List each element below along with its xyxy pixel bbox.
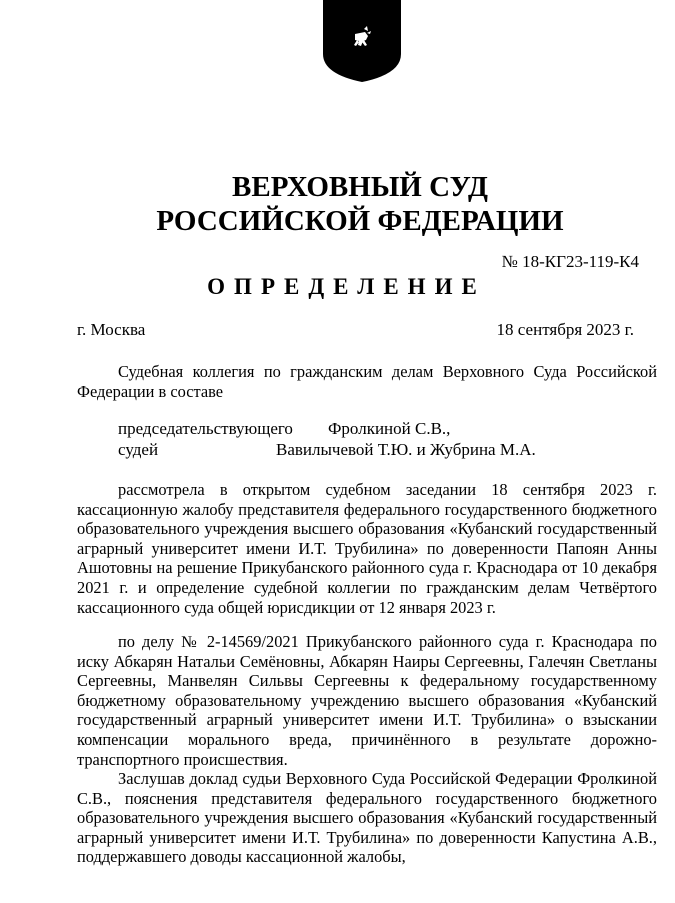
decision-date: 18 сентября 2023 г. xyxy=(496,320,634,339)
presiding-label: председательствующего xyxy=(118,419,293,438)
paragraph-text: Заслушав доклад судьи Верховного Суда Российской Федерации Фролкиной С.В., пояснения представителя федерального государственного бюджетного образовательного учреждения высшего образования «Кубанский государственный аграрный университет имени И.Т. Трубилина» по доверенности Капустина А.В., поддержавшего доводы кассационной жалобы, xyxy=(77,769,657,867)
document-type-heading: ОПРЕДЕЛЕНИЕ xyxy=(207,274,486,299)
intro-text: Судебная коллегия по гражданским делам Верховного Суда Российской Федерации в составе xyxy=(77,362,657,401)
presiding-name: Фролкиной С.В., xyxy=(328,419,451,438)
paragraph-2 xyxy=(77,632,657,769)
case-number: № 18-КГ23-119-К4 xyxy=(501,252,639,271)
paragraph-3 xyxy=(77,769,657,867)
court-name-line2: РОССИЙСКОЙ ФЕДЕРАЦИИ xyxy=(156,205,564,237)
place-date-row xyxy=(77,320,634,340)
court-name xyxy=(0,170,675,238)
coat-of-arms-emblem xyxy=(319,0,405,82)
paragraph-text: по делу № 2-14569/2021 Прикубанского районного суда г. Краснодара по иску Абкарян Натальи Семёновны, Абкарян Наиры Сергеевны, Галечян Светланы Сергеевны, Манвелян Сильвы Сергеевны к федеральному государственному бюджетному образовательному учреждению высшего образования «Кубанский государственный аграрный университет имени И.Т. Трубилина» о взыскании компенсации морального вреда, причинённого в результате дорожно-транспортного происшествия. xyxy=(77,632,657,769)
intro-paragraph xyxy=(77,362,657,401)
russian-coat-of-arms-icon xyxy=(319,0,405,82)
judges-label: судей xyxy=(118,440,159,459)
judges-names: Вавилычевой Т.Ю. и Жубрина М.А. xyxy=(276,440,536,459)
composition-judges-row xyxy=(118,439,536,460)
city: г. Москва xyxy=(77,320,146,339)
paragraph-text: рассмотрела в открытом судебном заседании 18 сентября 2023 г. кассационную жалобу представителя федерального государственного бюджетного образовательного учреждения высшего образования «Кубанский государственный аграрный университет имени И.Т. Трубилина» по доверенности Папоян Анны Ашотовны на решение Прикубанского районного суда г. Краснодара от 10 декабря 2021 г. и определение судебной коллегии по гражданским делам Четвёртого кассационного суда общей юрисдикции от 12 января 2023 г. xyxy=(77,480,657,617)
court-name-line1: ВЕРХОВНЫЙ СУД xyxy=(232,171,488,203)
paragraph-1 xyxy=(77,480,657,617)
composition-presiding-row xyxy=(118,418,450,439)
